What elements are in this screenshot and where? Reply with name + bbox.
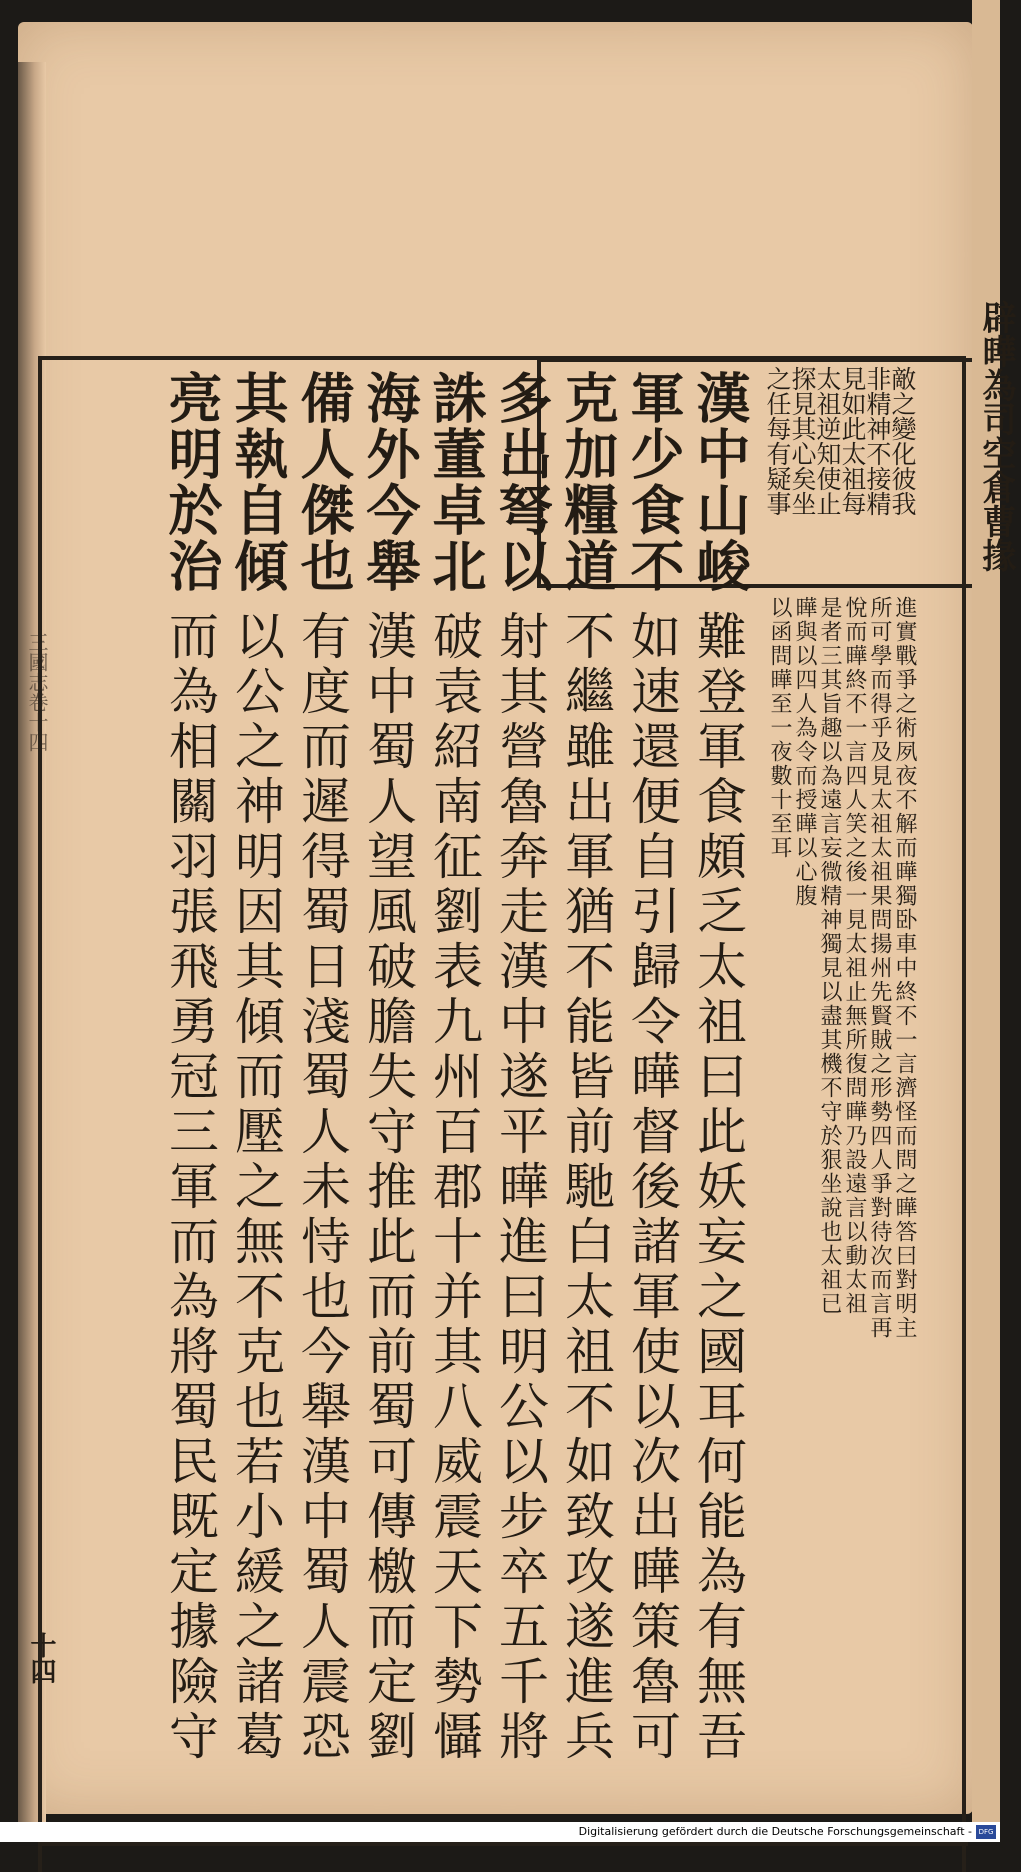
dfg-logo: DFG [976, 1825, 996, 1839]
lower-text-column-8: 如速還便自引歸令曄督後諸軍使以次出曄策魯可 [623, 610, 681, 1765]
text-column-5: 探見其心矣坐 [788, 366, 817, 516]
page-number: 十四 [26, 1632, 56, 1684]
lower-text-column-10: 射其營魯奔走漢中遂平曄進曰明公以步卒五千將 [491, 610, 549, 1765]
text-column-10: 多出弩以 [490, 370, 554, 594]
lower-text-column-5: 曄與以四人為令而授曄以心腹 [792, 596, 817, 908]
text-frame [38, 356, 966, 1872]
lower-text-column-12: 漢中蜀人望風破膽失守推此而前蜀可傳檄而定劉 [359, 610, 417, 1765]
lower-text-column-9: 不繼雖出軍猶不能皆前馳白太祖不如致攻遂進兵 [557, 610, 615, 1765]
text-column-13: 備人傑也 [292, 370, 356, 594]
text-column-2: 非精神不接精 [863, 366, 892, 516]
book-page [18, 22, 973, 1814]
lower-text-column-2: 所可學而得乎及見太祖太祖果問揚州先賢賊之形勢四人爭對待次而言再 [867, 596, 892, 1340]
text-column-12: 海外今舉 [358, 370, 422, 594]
text-column-15: 亮明於治 [160, 370, 224, 594]
text-column-1: 敵之變化彼我 [888, 366, 917, 516]
text-column-9: 克加糧道 [556, 370, 620, 594]
margin-volume-label: 三國志卷十四 [25, 632, 49, 752]
text-column-14: 其執自傾 [226, 370, 290, 594]
next-page-header: 辟曄為司空倉曹掾 [976, 300, 1016, 572]
text-column-6: 之任每有疑事 [763, 366, 792, 516]
lower-text-column-14: 以公之神明因其傾而壓之無不克也若小緩之諸葛 [227, 610, 285, 1765]
text-column-4: 太祖逆知使止 [813, 366, 842, 516]
text-column-3: 見如此太祖每 [838, 366, 867, 516]
next-page-strip [972, 0, 1016, 1842]
text-column-11: 誅董卓北 [424, 370, 488, 594]
digitization-footer [0, 1822, 1000, 1842]
lower-text-column-1: 進實戰爭之術夙夜不解而曄獨卧車中終不一言濟怪而問之曄答曰對明主 [892, 596, 917, 1340]
frame-bottom-rule [38, 1842, 968, 1846]
lower-text-column-7: 難登軍食頗乏太祖曰此妖妄之國耳何能為有無吾 [689, 610, 747, 1765]
lower-text-column-15: 而為相關羽張飛勇冠三軍而為將蜀民既定據險守 [161, 610, 219, 1765]
text-column-8: 軍少食不 [622, 370, 686, 594]
lower-text-column-4: 是者三其旨趣以為遠言妄微精神獨見以盡其機不守於狠坐說也太祖已 [817, 596, 842, 1316]
lower-text-column-3: 悅而曄終不一言四人笑之後一見太祖止無所復問曄乃設遠言以動太祖 [842, 596, 867, 1316]
footer-text: Digitalisierung gefördert durch die Deutsche Forschungsgemeinschaft - [578, 1825, 972, 1838]
text-column-7: 漢中山峻 [688, 370, 752, 594]
lower-text-column-6: 以函問曄至一夜數十至耳 [767, 596, 792, 860]
lower-text-column-11: 破袁紹南征劉表九州百郡十并其八威震天下勢懾 [425, 610, 483, 1765]
lower-text-column-13: 有度而遲得蜀日淺蜀人未恃也今舉漢中蜀人震恐 [293, 610, 351, 1765]
